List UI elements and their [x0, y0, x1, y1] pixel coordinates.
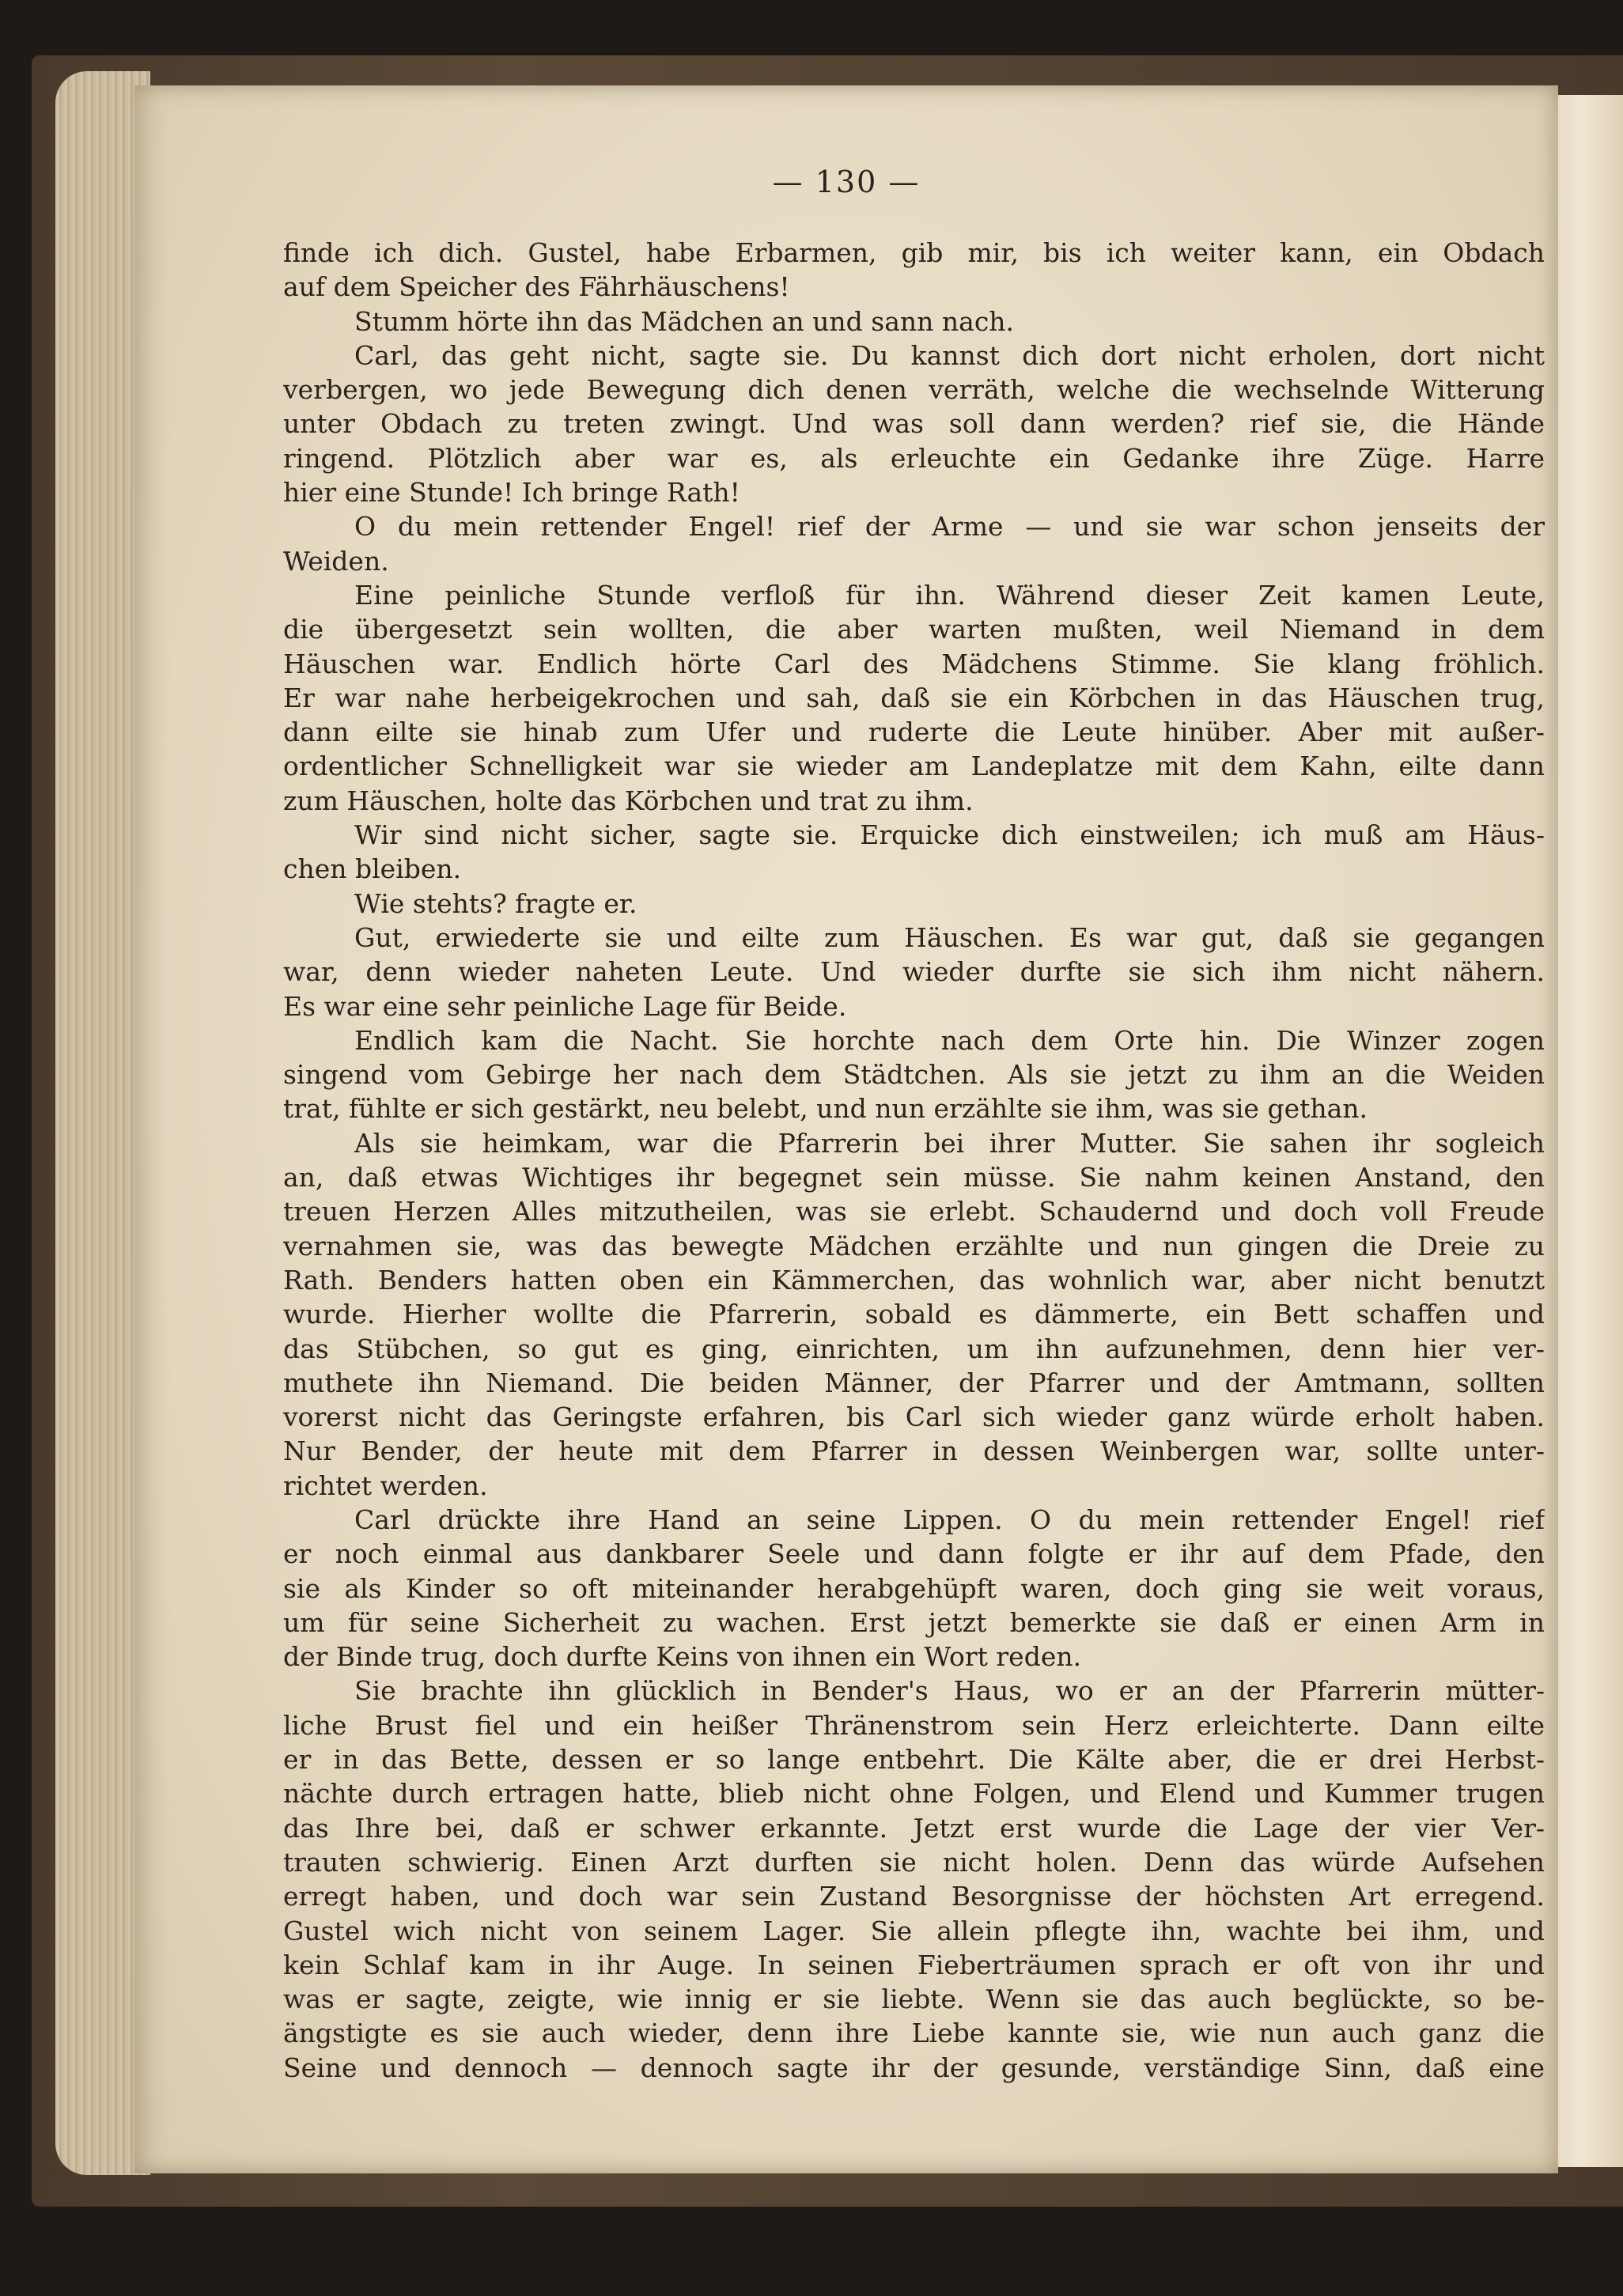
text-line: Carl drückte ihre Hand an seine Lippen. O du mein rettender Engel! rief [354, 1504, 1545, 1535]
text-line: Seine und dennoch — dennoch sagte ihr der gesunde, verständige Sinn, daß eine [283, 2052, 1545, 2083]
text-line: ringend. Plötzlich aber war es, als erleuchte ein Gedanke ihre Züge. Harre [283, 442, 1545, 474]
text-line: Gut, erwiederte sie und eilte zum Häuschen. Es war gut, daß sie gegangen [354, 921, 1545, 953]
text-line: Wie stehts? fragte er. [354, 887, 637, 919]
text-line: auf dem Speicher des Fährhäuschens! [283, 271, 790, 303]
text-line: Endlich kam die Nacht. Sie horchte nach dem Orte hin. Die Winzer zogen [354, 1024, 1545, 1056]
text-line: Es war eine sehr peinliche Lage für Beide. [283, 990, 847, 1022]
text-line: die übergesetzt sein wollten, die aber warten mußten, weil Niemand in dem [283, 614, 1545, 645]
text-line: Er war nahe herbeigekrochen und sah, daß sie ein Körbchen in das Häuschen trug, [283, 682, 1545, 713]
text-line: finde ich dich. Gustel, habe Erbarmen, gib mir, bis ich weiter kann, ein Obdach [283, 237, 1545, 268]
text-line: verbergen, wo jede Bewegung dich denen verräth, welche die wechselnde Witterung [283, 374, 1545, 406]
text-line: richtet werden. [283, 1470, 488, 1501]
text-line: Häuschen war. Endlich hörte Carl des Mädchens Stimme. Sie klang fröhlich. [283, 648, 1545, 679]
text-line: an, daß etwas Wichtiges ihr begegnet sein müsse. Sie nahm keinen Anstand, den [283, 1162, 1545, 1193]
text-line: muthete ihn Niemand. Die beiden Männer, der Pfarrer und der Amtmann, sollten [283, 1367, 1545, 1398]
text-line: Als sie heimkam, war die Pfarrerin bei ihrer Mutter. Sie sahen ihr sogleich [354, 1127, 1545, 1159]
text-line: Stumm hörte ihn das Mädchen an und sann nach. [354, 305, 1015, 337]
text-line: trat, fühlte er sich gestärkt, neu belebt, und nun erzählte sie ihm, was sie gethan. [283, 1093, 1368, 1125]
text-line: ängstigte es sie auch wieder, denn ihre Liebe kannte sie, wie nun auch ganz die [283, 2018, 1545, 2049]
text-line: liche Brust fiel und ein heißer Thränenstrom sein Herz erleichterte. Dann eilte [283, 1709, 1545, 1741]
text-line: sie als Kinder so oft miteinander herabgehüpft waren, doch ging sie weit voraus, [283, 1572, 1545, 1604]
text-line: zum Häuschen, holte das Körbchen und trat zu ihm. [283, 785, 974, 816]
text-line: singend vom Gebirge her nach dem Städtchen. Als sie jetzt zu ihm an die Weiden [283, 1059, 1545, 1091]
text-line: Nur Bender, der heute mit dem Pfarrer in dessen Weinbergen war, sollte unter- [283, 1435, 1545, 1467]
text-line: Eine peinliche Stunde verfloß für ihn. Während dieser Zeit kamen Leute, [354, 579, 1545, 611]
page-number: — 130 — [772, 165, 921, 199]
text-line: wurde. Hierher wollte die Pfarrerin, sobald es dämmerte, ein Bett schaffen und [283, 1299, 1545, 1330]
text-line: vernahmen sie, was das bewegte Mädchen erzählte und nun gingen die Dreie zu [283, 1230, 1545, 1261]
text-line: dann eilte sie hinab zum Ufer und ruderte die Leute hinüber. Aber mit außer- [283, 717, 1545, 748]
text-line: unter Obdach zu treten zwingt. Und was soll dann werden? rief sie, die Hände [283, 408, 1545, 440]
page-edges-right [1554, 95, 1623, 2167]
text-line: das Ihre bei, daß er schwer erkannte. Jetzt erst wurde die Lage der vier Ver- [283, 1812, 1545, 1844]
text-line: erregt haben, und doch war sein Zustand Besorgnisse der höchsten Art erregend. [283, 1881, 1545, 1912]
text-line: er in das Bette, dessen er so lange entbehrt. Die Kälte aber, die er drei Herbst- [283, 1744, 1545, 1776]
text-line: Weiden. [283, 545, 389, 577]
text-line: O du mein rettender Engel! rief der Arme — und sie war schon jenseits der [354, 511, 1545, 543]
text-line: der Binde trug, doch durfte Keins von ihnen ein Wort reden. [283, 1641, 1082, 1673]
text-line: chen bleiben. [283, 853, 462, 885]
text-line: Carl, das geht nicht, sagte sie. Du kannst dich dort nicht erholen, dort nicht [354, 339, 1545, 371]
text-line: hier eine Stunde! Ich bringe Rath! [283, 477, 740, 509]
text-line: was er sagte, zeigte, wie innig er sie liebte. Wenn sie das auch beglückte, so be- [283, 1984, 1545, 2015]
text-line: ordentlicher Schnelligkeit war sie wieder am Landeplatze mit dem Kahn, eilte dann [283, 751, 1545, 782]
text-line: vorerst nicht das Geringste erfahren, bis Carl sich wieder ganz würde erholt haben. [283, 1401, 1545, 1433]
text-line: um für seine Sicherheit zu wachen. Erst jetzt bemerkte sie daß er einen Arm in [283, 1606, 1545, 1638]
text-line: treuen Herzen Alles mitzutheilen, was sie erlebt. Schaudernd und doch voll Freude [283, 1196, 1545, 1227]
text-line: nächte durch ertragen hatte, blieb nicht ohne Folgen, und Elend und Kummer trugen [283, 1778, 1545, 1810]
text-line: Wir sind nicht sicher, sagte sie. Erquicke dich einstweilen; ich muß am Häus- [354, 819, 1545, 851]
book-page [134, 85, 1558, 2173]
page-text-body [283, 236, 1545, 2085]
text-line: er noch einmal aus dankbarer Seele und dann folgte er ihr auf dem Pfade, den [283, 1538, 1545, 1570]
text-line: trauten schwierig. Einen Arzt durften sie nicht holen. Denn das würde Aufsehen [283, 1846, 1545, 1878]
text-line: Rath. Benders hatten oben ein Kämmerchen, das wohnlich war, aber nicht benutzt [283, 1264, 1545, 1296]
text-line: Sie brachte ihn glücklich in Bender's Haus, wo er an der Pfarrerin mütter- [354, 1675, 1545, 1707]
text-line: war, denn wieder naheten Leute. Und wieder durfte sie sich ihm nicht nähern. [283, 956, 1545, 988]
text-line: das Stübchen, so gut es ging, einrichten, um ihn aufzunehmen, denn hier ver- [283, 1333, 1545, 1364]
text-line: kein Schlaf kam in ihr Auge. In seinen Fieberträumen sprach er oft von ihr und [283, 1949, 1545, 1980]
text-line: Gustel wich nicht von seinem Lager. Sie allein pflegte ihn, wachte bei ihm, und [283, 1915, 1545, 1946]
